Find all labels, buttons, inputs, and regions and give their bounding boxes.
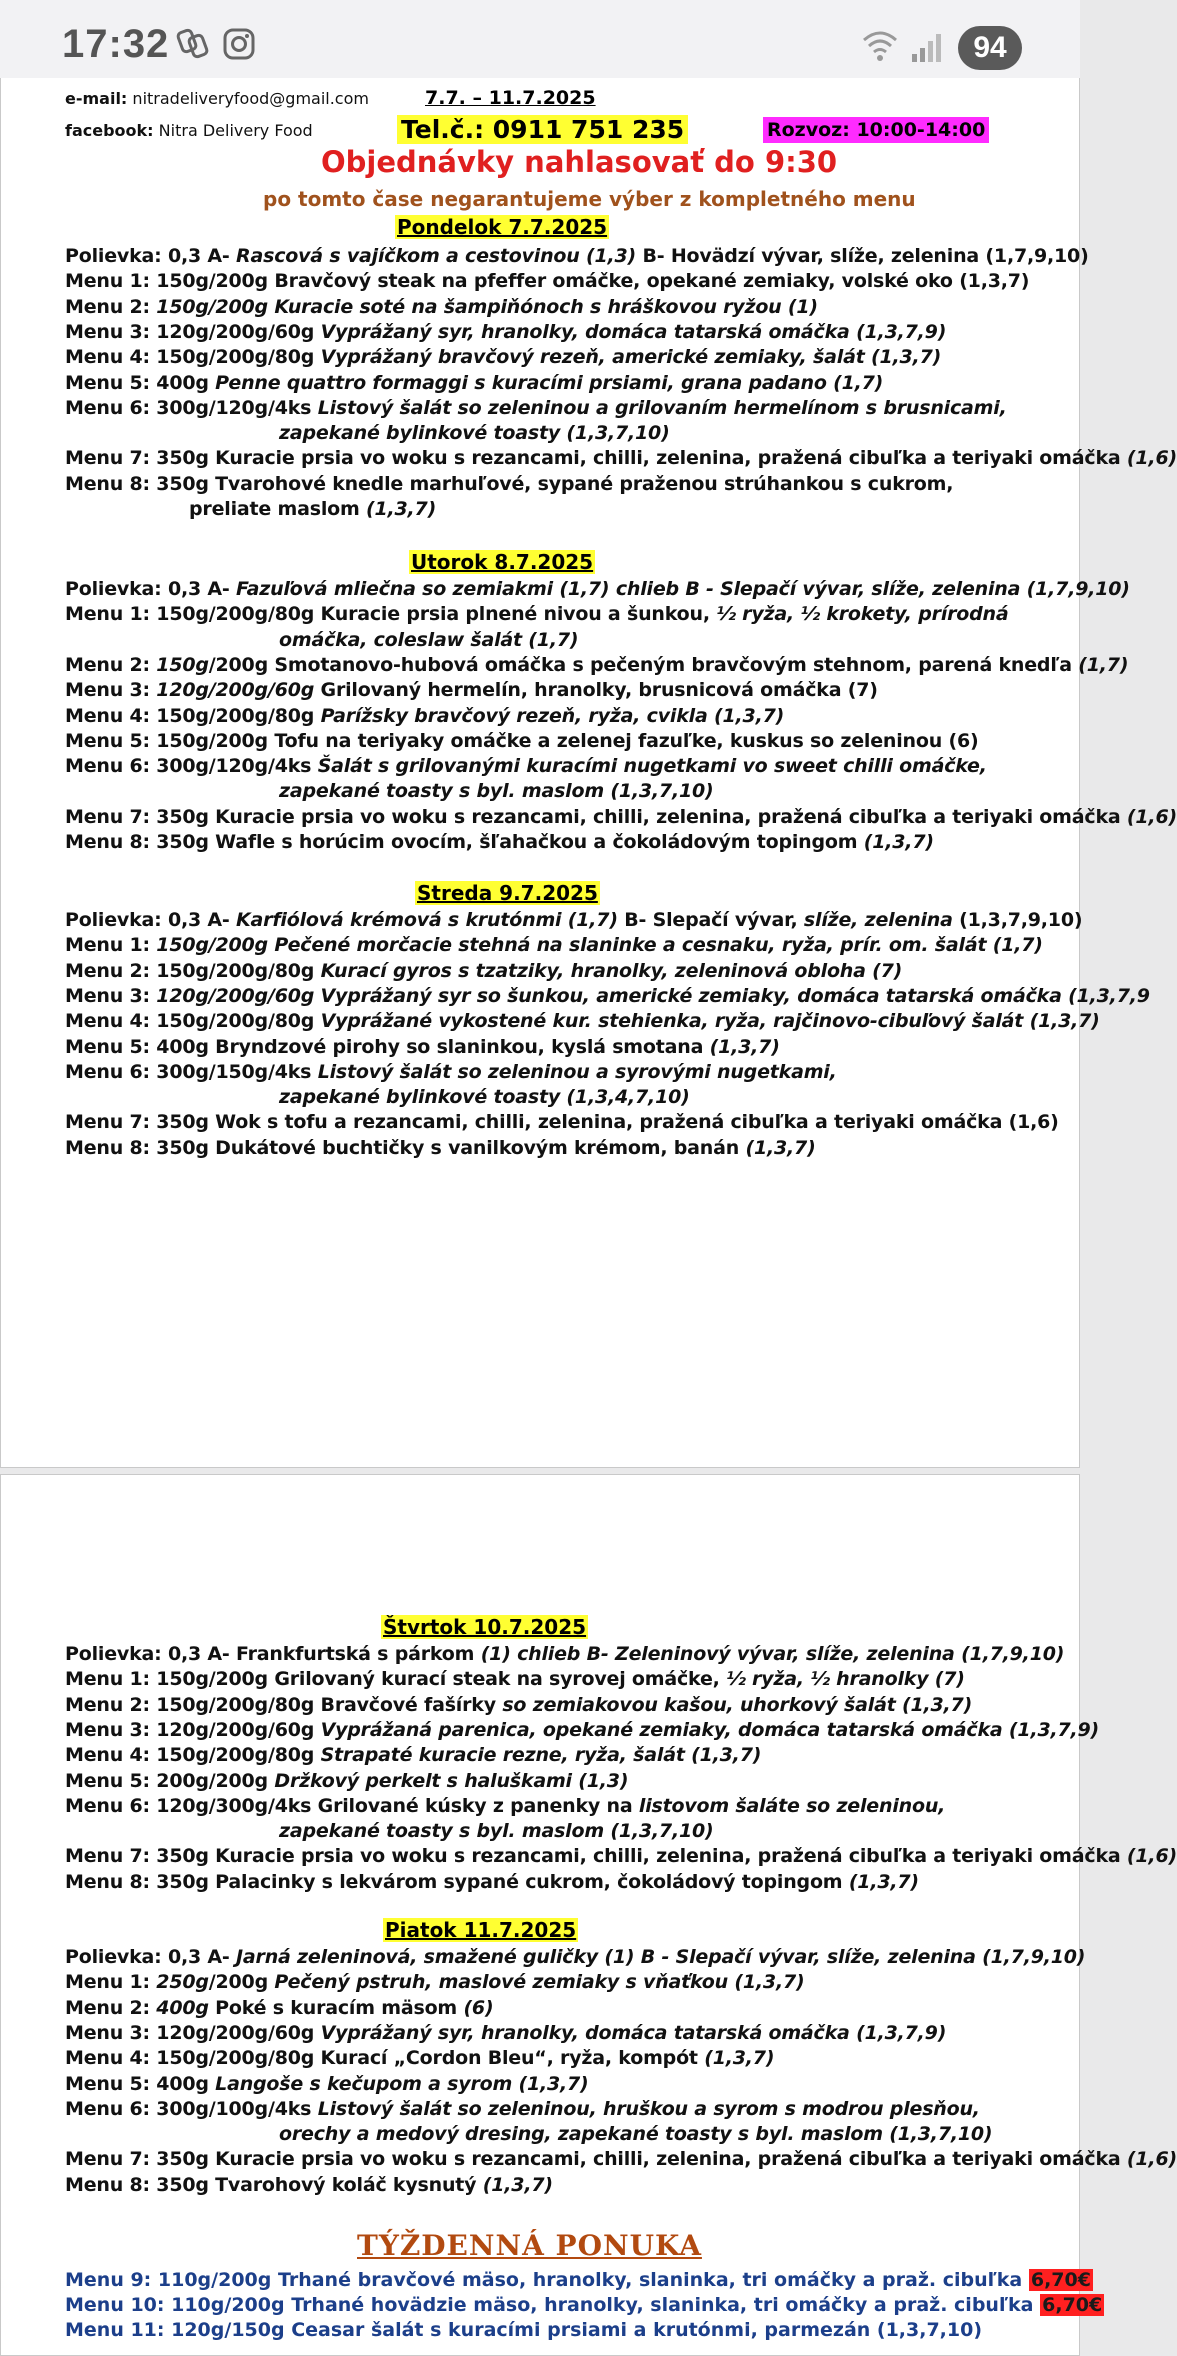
menu-line: Menu 8: 350g Tvarohový koláč kysnutý (1,3,7) xyxy=(65,2173,553,2196)
menu-line: zapekané toasty s byl. maslom (1,3,7,10) xyxy=(279,1820,714,1843)
menu-line: Menu 4: 150g/200g/80g Vyprážané vykostené kur. stehienka, ryža, rajčinovo-cibuľový šalát (1,3,7) xyxy=(65,1010,1100,1033)
menu-line: zapekané toasty s byl. maslom (1,3,7,10) xyxy=(279,780,714,803)
menu-line: Menu 1: 250g/200g Pečený pstruh, maslové zemiaky s vňaťkou (1,3,7) xyxy=(65,1971,805,1994)
menu-line: Menu 3: 120g/200g/60g Grilovaný hermelín, hranolky, brusnicová omáčka (7) xyxy=(65,679,878,702)
weekly-item-menu-9 xyxy=(65,2269,1093,2291)
day-title-tuesday: Utorok 8.7.2025 xyxy=(411,550,594,574)
menu-line: preliate maslom (1,3,7) xyxy=(189,498,437,520)
battery-indicator: 94 xyxy=(958,26,1022,70)
menu-line: Menu 8: 350g Palacinky s lekvárom sypané cukrom, čokoládový topingom (1,3,7) xyxy=(65,1870,919,1893)
weekly-item-menu-10 xyxy=(65,2294,1104,2316)
weekly-item-text: Menu 9: 110g/200g Trhané bravčové mäso, hranolky, slaninka, tri omáčky a praž. cibuľka xyxy=(65,2269,1023,2291)
menu-line: Menu 2: 400g Poké s kuracím mäsom (6) xyxy=(65,1996,494,2019)
menu-line: Menu 8: 350g Wafle s horúcim ovocím, šľahačkou a čokoládovým topingom (1,3,7) xyxy=(65,831,934,853)
weekly-item-menu-11 xyxy=(65,2319,982,2341)
menu-line: Polievka: 0,3 A- Frankfurtská s párkom (1) chlieb B- Zeleninový vývar, slíže, zelenina (1,7,9,10) xyxy=(65,1643,1065,1665)
menu-line: Menu 6: 120g/300g/4ks Grilované kúsky z panenky na listovom šaláte so zeleninou, xyxy=(65,1794,946,1817)
menu-line: Menu 3: 120g/200g/60g Vyprážaná parenica, opekané zemiaky, domáca tatarská omáčka (1,3,7,9) xyxy=(65,1718,1100,1741)
day-title-wednesday: Streda 9.7.2025 xyxy=(417,881,598,905)
menu-line: Menu 1: 150g/200g Pečené morčacie stehná na slaninke a cesnaku, ryža, prír. om. šalát (1,7) xyxy=(65,934,1043,957)
menu-line: omáčka, coleslaw šalát (1,7) xyxy=(279,628,579,651)
email-address: nitradeliveryfood@gmail.com xyxy=(132,89,369,108)
menu-line: zapekané bylinkové toasty (1,3,4,7,10) xyxy=(279,1086,690,1109)
menu-line: Menu 3: 120g/200g/60g Vyprážaný syr, hranolky, domáca tatarská omáčka (1,3,7,9) xyxy=(65,320,947,343)
menu-line: orechy a medový dresing, zapekané toasty s byl. maslom (1,3,7,10) xyxy=(279,2123,993,2146)
assistant-app-icon xyxy=(176,27,210,61)
document-page-2 xyxy=(0,1474,1177,2356)
menu-line: Menu 2: 150g/200g/80g Bravčové fašírky so zemiakovou kašou, uhorkový šalát (1,3,7) xyxy=(65,1693,973,1716)
weekly-item-price: 6,70€ xyxy=(1042,2294,1103,2316)
menu-line: Polievka: 0,3 A- Fazuľová mliečna so zemiakmi (1,7) chlieb B - Slepačí vývar, slíže, zelenina (1,7,9,10) xyxy=(65,578,1130,600)
facebook-label: facebook: xyxy=(65,121,154,140)
order-deadline: Objednávky nahlasovať do 9:30 xyxy=(321,145,838,179)
menu-line: Menu 5: 400g Bryndzové pirohy so slaninkou, kyslá smotana (1,3,7) xyxy=(65,1035,780,1058)
weekly-item-text: Menu 10: 110g/200g Trhané hovädzie mäso, hranolky, slaninka, tri omáčky a praž. cibuľka xyxy=(65,2294,1034,2316)
menu-line: Menu 4: 150g/200g/80g Kurací „Cordon Bleu“, ryža, kompót (1,3,7) xyxy=(65,2047,775,2070)
menu-line: Polievka: 0,3 A- Rascová s vajíčkom a cestovinou (1,3) B- Hovädzí vývar, slíže, zelenina (1,7,9,10) xyxy=(65,245,1089,267)
menu-line: Menu 6: 300g/120g/4ks Šalát s grilovanými kuracími nugetkami vo sweet chilli omáčke, xyxy=(65,755,987,778)
menu-line: Menu 1: 150g/200g Grilovaný kurací steak na syrovej omáčke, ½ ryža, ½ hranolky (7) xyxy=(65,1668,965,1691)
menu-line: Polievka: 0,3 A- Karfiólová krémová s krutónmi (1,7) B- Slepačí vývar, slíže, zelenina (1,3,7,9,10) xyxy=(65,909,1083,931)
menu-line: Menu 5: 400g Langoše s kečupom a syrom (1,3,7) xyxy=(65,2072,589,2095)
status-time: 17:32 xyxy=(62,22,170,66)
status-bar xyxy=(0,0,1080,78)
menu-line: Menu 6: 300g/100g/4ks Listový šalát so zeleninou, hruškou a syrom s modrou plesňou, xyxy=(65,2097,980,2120)
menu-line: Menu 7: 350g Kuracie prsia vo woku s rezancami, chilli, zelenina, pražená cibuľka a teriyaki omáčka (1,6) xyxy=(65,1845,1177,1868)
menu-line: Menu 3: 120g/200g/60g Vyprážaný syr so šunkou, americké zemiaky, domáca tatarská omáčka (1,3,7,9 xyxy=(65,984,1150,1007)
weekly-offer-title: TÝŽDENNÁ PONUKA xyxy=(357,2229,702,2262)
menu-line: Menu 4: 150g/200g/80g Vyprážaný bravčový rezeň, americké zemiaky, šalát (1,3,7) xyxy=(65,346,942,369)
phone-number: Tel.č.: 0911 751 235 xyxy=(397,115,688,144)
menu-line: Menu 6: 300g/120g/4ks Listový šalát so zeleninou a grilovaním hermelínom s brusnicami, xyxy=(65,396,1007,419)
email-label: e-mail: xyxy=(65,89,128,108)
menu-line: Menu 5: 200g/200g Držkový perkelt s haluškami (1,3) xyxy=(65,1769,629,1792)
menu-line: Menu 6: 300g/150g/4ks Listový šalát so zeleninou a syrovými nugetkami, xyxy=(65,1060,837,1083)
menu-line: Menu 8: 350g Tvarohové knedle marhuľové, sypané praženou strúhankou s cukrom, xyxy=(65,472,954,495)
delivery-hours: Rozvoz: 10:00-14:00 xyxy=(763,117,989,143)
menu-line: Menu 2: 150g/200g/80g Kurací gyros s tzatziky, hranolky, zeleninová obloha (7) xyxy=(65,959,903,982)
menu-line: Menu 4: 150g/200g/80g Parížsky bravčový rezeň, ryža, cvikla (1,3,7) xyxy=(65,704,785,727)
menu-line: Polievka: 0,3 A- Jarná zeleninová, smažené guličky (1) B - Slepačí vývar, slíže, zelenina (1,7,9,10) xyxy=(65,1946,1086,1968)
menu-line: Menu 5: 400g Penne quattro formaggi s kuracími prsiami, grana padano (1,7) xyxy=(65,371,884,394)
email-row xyxy=(65,89,369,108)
menu-line: Menu 8: 350g Dukátové buchtičky s vanilkovým krémom, banán (1,3,7) xyxy=(65,1136,816,1159)
menu-line: Menu 7: 350g Kuracie prsia vo woku s rezancami, chilli, zelenina, pražená cibuľka a teriyaki omáčka (1,6) xyxy=(65,447,1177,470)
menu-line: Menu 4: 150g/200g/80g Strapaté kuracie rezne, ryža, šalát (1,3,7) xyxy=(65,1744,762,1767)
document-page-1 xyxy=(0,50,1177,1468)
weekly-item-text: Menu 11: 120g/150g Ceasar šalát s kuracími prsiami a krutónmi, parmezán (1,3,7,10) xyxy=(65,2319,983,2341)
menu-line: Menu 7: 350g Wok s tofu a rezancami, chilli, zelenina, pražená cibuľka a teriyaki omáčka (1,6) xyxy=(65,1111,1059,1134)
order-note: po tomto čase negarantujeme výber z kompletného menu xyxy=(263,187,916,211)
day-title-thursday: Štvrtok 10.7.2025 xyxy=(383,1615,587,1639)
menu-line: Menu 7: 350g Kuracie prsia vo woku s rezancami, chilli, zelenina, pražená cibuľka a teriyaki omáčka (1,6) xyxy=(65,2148,1177,2171)
signal-icon xyxy=(910,30,944,64)
menu-line: zapekané bylinkové toasty (1,3,7,10) xyxy=(279,422,670,445)
menu-line: Menu 5: 150g/200g Tofu na teriyaky omáčke a zelenej fazuľke, kuskus so zeleninou (6) xyxy=(65,729,979,752)
facebook-row xyxy=(65,121,313,140)
facebook-name: Nitra Delivery Food xyxy=(158,121,313,140)
menu-line: Menu 2: 150g/200g Kuracie soté na šampiňónoch s hráškovou ryžou (1) xyxy=(65,295,818,318)
week-range: 7.7. – 11.7.2025 xyxy=(425,87,596,109)
menu-line: Menu 1: 150g/200g/80g Kuracie prsia plnené nivou a šunkou, ½ ryža, ½ krokety, prírodná xyxy=(65,603,1009,626)
menu-line: Menu 7: 350g Kuracie prsia vo woku s rezancami, chilli, zelenina, pražená cibuľka a teriyaki omáčka (1,6) xyxy=(65,805,1177,828)
instagram-icon xyxy=(222,27,256,61)
menu-line: Menu 2: 150g/200g Smotanovo-hubová omáčka s pečeným bravčovým stehnom, parená knedľa (1,7) xyxy=(65,653,1129,676)
menu-line: Menu 3: 120g/200g/60g Vyprážaný syr, hranolky, domáca tatarská omáčka (1,3,7,9) xyxy=(65,2021,947,2044)
menu-line: Menu 1: 150g/200g Bravčový steak na pfeffer omáčke, opekané zemiaky, volské oko (1,3,7) xyxy=(65,270,1030,293)
wifi-icon xyxy=(860,26,900,66)
weekly-item-price: 6,70€ xyxy=(1030,2269,1091,2291)
day-title-monday: Pondelok 7.7.2025 xyxy=(397,215,608,239)
day-title-friday: Piatok 11.7.2025 xyxy=(385,1918,577,1942)
